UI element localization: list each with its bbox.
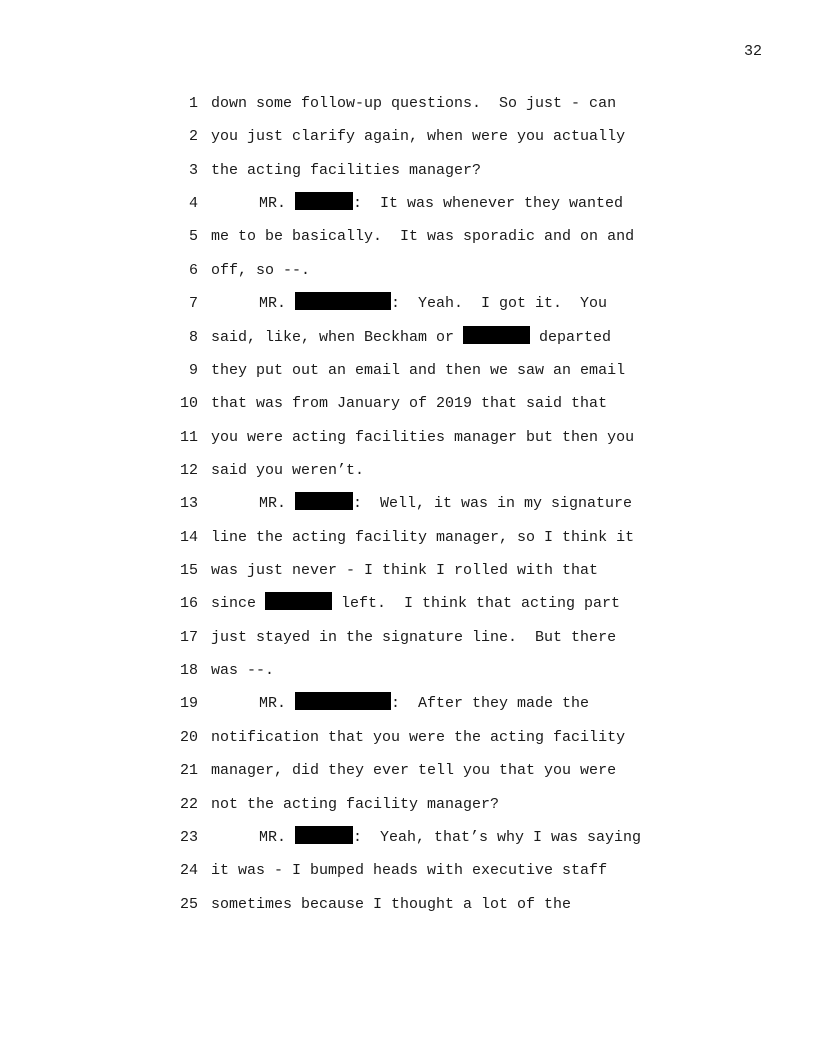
line-number: 19 (179, 695, 198, 713)
transcript-line (172, 223, 692, 256)
transcript-line (172, 657, 692, 690)
line-text (211, 857, 607, 884)
text-segment: notification that you were the acting facility (211, 728, 626, 746)
line-number: 22 (179, 795, 198, 813)
text-segment: : It was whenever they wanted (353, 195, 624, 213)
line-text (211, 357, 625, 384)
transcript-body (172, 90, 692, 924)
line-text (211, 657, 274, 684)
transcript-line (172, 590, 692, 623)
text-segment: you just clarify again, when were you actually (211, 128, 626, 146)
redaction-block (295, 692, 391, 710)
transcript-line (172, 324, 692, 357)
text-segment: that was from January of 2019 that said that (211, 395, 608, 413)
transcript-line (172, 791, 692, 824)
text-segment: just stayed in the signature line. But there (211, 628, 617, 646)
transcript-line (172, 857, 692, 890)
transcript-line (172, 490, 692, 523)
line-text (211, 190, 623, 217)
line-text (211, 90, 616, 117)
text-segment: departed (530, 328, 612, 346)
page-number: 32 (743, 43, 762, 60)
line-number: 11 (179, 428, 198, 446)
text-segment: not the acting facility manager? (211, 795, 500, 813)
transcript-line (172, 524, 692, 557)
line-text (211, 123, 625, 150)
transcript-line (172, 757, 692, 790)
text-segment: said, like, when Beckham or (211, 328, 464, 346)
transcript-line (172, 290, 692, 323)
line-text (211, 557, 598, 584)
text-segment: it was - I bumped heads with executive staff (211, 862, 608, 880)
line-text (211, 157, 481, 184)
redaction-block (295, 826, 353, 844)
line-number: 25 (179, 895, 198, 913)
line-number: 8 (188, 328, 198, 346)
line-number: 14 (179, 528, 198, 546)
line-number: 24 (179, 862, 198, 880)
line-text (211, 324, 611, 351)
text-segment: was --. (211, 662, 275, 680)
redaction-block (265, 592, 332, 610)
line-text (211, 590, 620, 617)
transcript-line (172, 357, 692, 390)
transcript-line (172, 390, 692, 423)
line-number: 2 (188, 128, 198, 146)
text-segment: said you weren’t. (211, 461, 365, 479)
transcript-line (172, 690, 692, 723)
line-text (211, 257, 310, 284)
text-segment: was just never - I think I rolled with that (211, 562, 599, 580)
transcript-line (172, 824, 692, 857)
line-text (211, 223, 634, 250)
redaction-block (295, 492, 353, 510)
text-segment: they put out an email and then we saw an email (211, 361, 626, 379)
line-text (211, 824, 641, 851)
text-segment: manager, did they ever tell you that you were (211, 762, 617, 780)
line-text (211, 791, 499, 818)
line-text (211, 724, 625, 751)
text-segment: off, so --. (211, 261, 311, 279)
transcript-line (172, 457, 692, 490)
line-number: 15 (179, 562, 198, 580)
transcript-line (172, 424, 692, 457)
text-segment: down some follow-up questions. So just - can (211, 95, 617, 112)
line-number: 16 (179, 595, 198, 613)
text-segment: the acting facilities manager? (211, 161, 482, 179)
line-text (211, 390, 607, 417)
line-text (211, 624, 616, 651)
line-text (211, 457, 364, 484)
line-number: 3 (188, 161, 198, 179)
transcript-line (172, 157, 692, 190)
line-text (211, 424, 634, 451)
line-number: 17 (179, 628, 198, 646)
transcript-line (172, 624, 692, 657)
line-number: 7 (188, 295, 198, 313)
line-text (211, 490, 632, 517)
line-number: 6 (188, 261, 198, 279)
text-segment: me to be basically. It was sporadic and on and (211, 228, 635, 246)
text-segment: MR. (259, 695, 296, 713)
transcript-line (172, 557, 692, 590)
line-number: 13 (179, 495, 198, 513)
transcript-line (172, 724, 692, 757)
text-segment: line the acting facility manager, so I think it (211, 528, 635, 546)
text-segment: MR. (259, 495, 296, 513)
line-number: 5 (188, 228, 198, 246)
line-number: 9 (188, 361, 198, 379)
line-text (211, 524, 634, 551)
line-text (211, 690, 589, 717)
line-text (211, 891, 571, 918)
text-segment: MR. (259, 828, 296, 846)
redaction-block (463, 326, 530, 344)
line-number: 18 (179, 662, 198, 680)
text-segment: left. I think that acting part (332, 595, 621, 613)
line-number: 12 (179, 461, 198, 479)
line-number: 1 (188, 95, 198, 112)
text-segment: MR. (259, 195, 296, 213)
line-number: 21 (179, 762, 198, 780)
transcript-line (172, 891, 692, 924)
redaction-block (295, 192, 353, 210)
transcript-line (172, 257, 692, 290)
text-segment: : Well, it was in my signature (353, 495, 633, 513)
text-segment: : After they made the (391, 695, 590, 713)
line-number: 20 (179, 728, 198, 746)
redaction-block (295, 292, 391, 310)
line-number: 23 (179, 828, 198, 846)
text-segment: you were acting facilities manager but then you (211, 428, 635, 446)
line-number: 10 (179, 395, 198, 413)
text-segment: : Yeah. I got it. You (391, 295, 608, 313)
line-text (211, 290, 607, 317)
text-segment: since (211, 595, 266, 613)
text-segment: MR. (259, 295, 296, 313)
text-segment: : Yeah, that’s why I was saying (353, 828, 642, 846)
transcript-line (172, 123, 692, 156)
transcript-line (172, 190, 692, 223)
line-number: 4 (188, 195, 198, 213)
transcript-line (172, 90, 692, 123)
text-segment: sometimes because I thought a lot of the (211, 895, 572, 913)
line-text (211, 757, 616, 784)
